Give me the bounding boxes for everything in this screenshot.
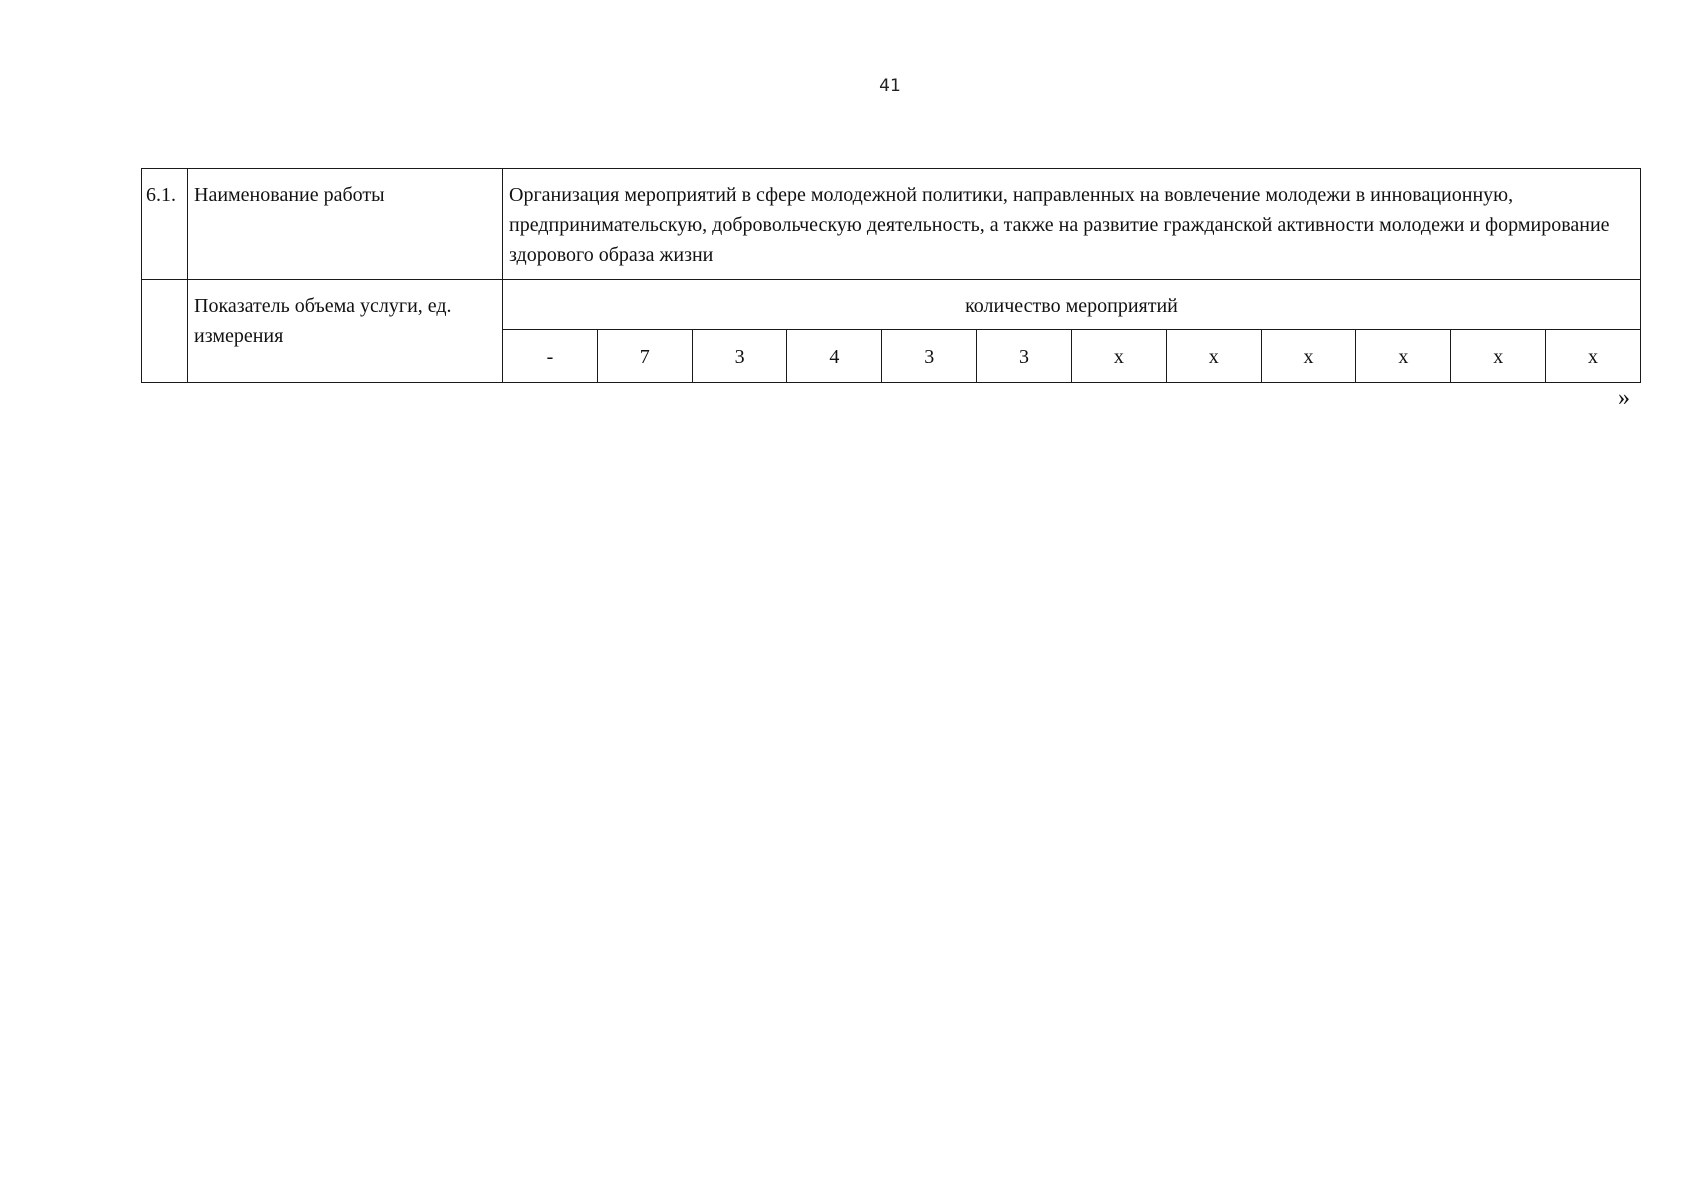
work-name-label-cell — [188, 169, 503, 280]
row-number-cell — [142, 169, 188, 280]
value-cell: x — [1546, 330, 1641, 383]
work-name-value-cell — [503, 169, 1641, 280]
work-indicator-table — [141, 168, 1641, 383]
table-row — [142, 169, 1641, 280]
volume-indicator-heading-cell — [503, 280, 1641, 330]
volume-indicator-label-cell — [188, 280, 503, 383]
row-number: 6.1. — [146, 184, 176, 206]
value-cell: 4 — [787, 330, 882, 383]
page-number: 41 — [879, 76, 901, 96]
row-number — [142, 280, 187, 295]
value-cell: x — [1166, 330, 1261, 383]
value-cell: x — [1261, 330, 1356, 383]
row-number-cell — [142, 280, 188, 383]
value-cell: 3 — [882, 330, 977, 383]
value-cell: - — [503, 330, 598, 383]
value-cell: x — [1451, 330, 1546, 383]
value-cell: x — [1071, 330, 1166, 383]
volume-indicator-heading: количество мероприятий — [965, 295, 1178, 317]
work-name-value: Организация мероприятий в сфере молодежной политики, направленных на вовлечение молодежи в инновационную, предпринимательскую, добровольческую деятельность, а также на развитие гражданской активности молодежи и формирование здорового образа жизни — [509, 184, 1610, 266]
work-name-label: Наименование работы — [194, 184, 385, 206]
table-row — [142, 280, 1641, 330]
volume-indicator-label: Показатель объема услуги, ед. измерения — [194, 295, 452, 347]
value-cell: 7 — [597, 330, 692, 383]
continuation-mark: » — [1618, 385, 1630, 411]
value-cell: x — [1356, 330, 1451, 383]
value-cell: 3 — [977, 330, 1072, 383]
value-cell: 3 — [692, 330, 787, 383]
